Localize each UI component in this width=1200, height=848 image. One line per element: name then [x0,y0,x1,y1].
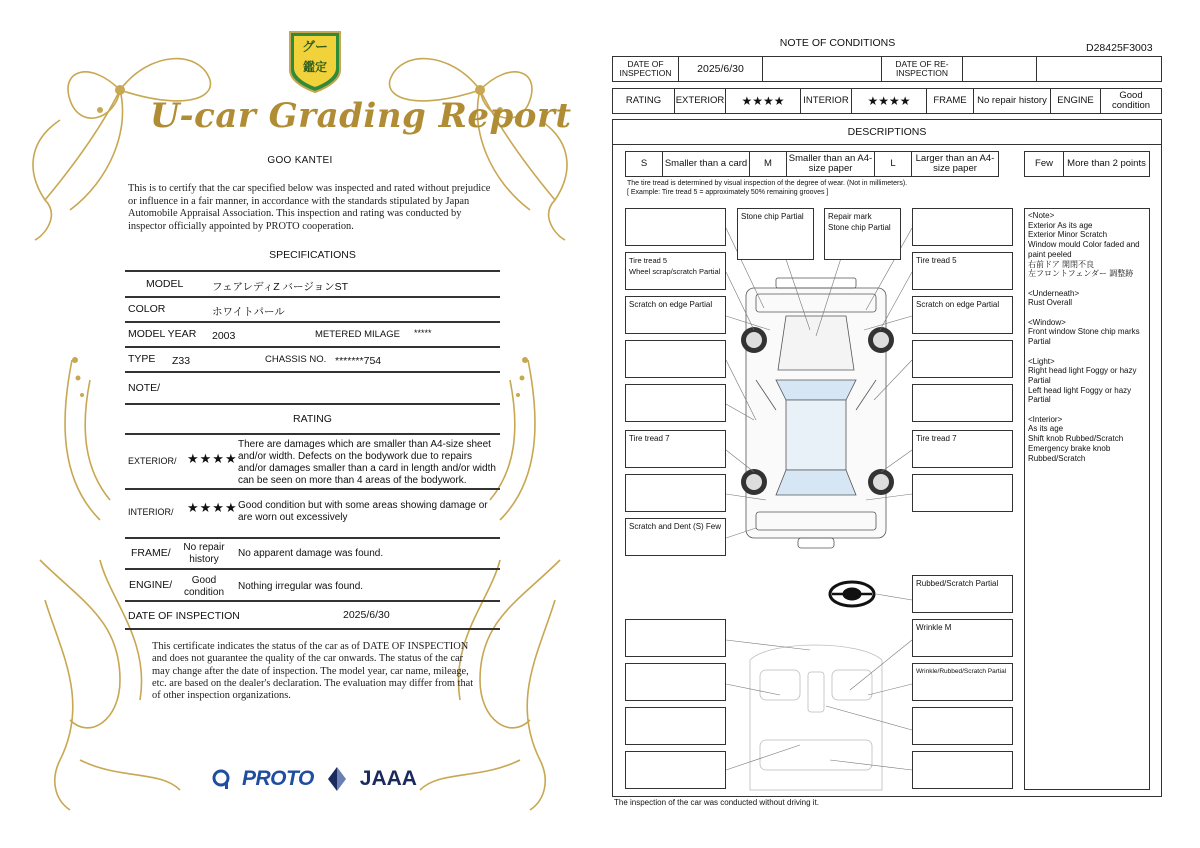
note-box-left-5 [625,384,726,422]
exterior-label: EXTERIOR [674,88,726,114]
date-value: 2025/6/30 [343,609,390,621]
condition-notes: <Note> Exterior As its age Exterior Minor Scratch Window mould Color faded and paint peeled 右前ドア 開閉不良 左フロントフェンダー 調整跡 <Underneath> Rust Overall <Window> Front window Stone chip marks Partial <Light> Right head light Foggy or hazy Partial Left head light Foggy or hazy Partial <Interior> As its age Shift knob Rubbed/Scratch Emergency brake knob Rubbed/Scratch [1024,208,1150,790]
note-box-right-6: Tire tread 7 [912,430,1013,468]
note-box-int-right-5 [912,751,1013,789]
engine-value: Good condition [183,575,225,598]
model-year-label: MODEL YEAR [128,328,197,340]
engine-description: Nothing irregular was found. [238,581,364,592]
legend-s-desc: Smaller than a card [662,151,750,177]
note-box-int-right-2: Wrinkle M [912,619,1013,657]
descriptions-heading: DESCRIPTIONS [612,119,1162,145]
interior-label: INTERIOR/ [128,507,174,517]
interior-label: INTERIOR [800,88,852,114]
legend-s: S [625,151,663,177]
model-label: MODEL [146,278,184,290]
jaaa-logo-icon [326,766,348,792]
note-box-left-8: Scratch and Dent (S) Few [625,518,726,556]
tire-note-2: [ Example: Tire tread 5 = approximately 50% remaining grooves ] [627,189,829,196]
type-label: TYPE [128,353,156,365]
note-box-int-left-4 [625,751,726,789]
frame-label: FRAME/ [131,547,171,559]
proto-logo-text: PROTO [242,767,314,790]
badge-text-top: グー [301,39,328,54]
exterior-stars: ★★★★ [187,451,238,466]
model-year-value: 2003 [212,330,236,342]
note-box-left-3: Scratch on edge Partial [625,296,726,334]
interior-stars: ★★★★ [187,500,238,515]
frame-label: FRAME [926,88,974,114]
frame-value: No repair history [183,542,225,565]
date-of-inspection-label: DATE OF INSPECTION [612,56,679,82]
metered-milage-value: ***** [414,328,432,338]
chassis-label: CHASSIS NO. [265,354,327,365]
interior-stars: ★★★★ [851,88,927,114]
note-box-int-right-1: Rubbed/Scratch Partial [912,575,1013,613]
note-box-left-4 [625,340,726,378]
note-box-int-left-3 [625,707,726,745]
note-box-int-left-1 [625,619,726,657]
legend-m: M [749,151,787,177]
date-label: DATE OF INSPECTION [128,610,240,622]
note-box-top-mid-2: Repair mark Stone chip Partial [824,208,901,260]
note-box-int-right-4 [912,707,1013,745]
chassis-value: *******754 [335,355,382,367]
color-label: COLOR [128,303,166,315]
legend-m-desc: Smaller than an A4-size paper [786,151,875,177]
legend-few-desc: More than 2 points [1063,151,1150,177]
note-box-left-1 [625,208,726,246]
note-box-left-7 [625,474,726,512]
jaaa-logo-text: JAAA [359,767,417,790]
note-box-right-3: Scratch on edge Partial [912,296,1013,334]
note-label: NOTE/ [128,382,161,394]
date-of-reinspection-label: DATE OF RE-INSPECTION [881,56,963,82]
conditions-title: NOTE OF CONDITIONS [779,37,896,49]
conditions-footer: The inspection of the car was conducted without driving it. [614,798,819,807]
interior-description: Good condition but with some areas showing damage or are worn out excessively [238,500,488,523]
rating-heading: RATING [293,413,332,425]
exterior-label: EXTERIOR/ [128,456,177,466]
note-box-top-mid-1: Stone chip Partial [737,208,814,260]
note-box-left-2: Tire tread 5 Wheel scrap/scratch Partial [625,252,726,290]
date-of-inspection-value: 2025/6/30 [678,56,763,82]
steering-wheel-icon [830,582,874,606]
specifications-heading: SPECIFICATIONS [269,249,356,261]
tire-note-1: The tire tread is determined by visual inspection of the degree of wear. (Not in millimeters). [627,180,908,187]
note-box-left-6: Tire tread 7 [625,430,726,468]
note-box-right-5 [912,384,1013,422]
note-box-right-7 [912,474,1013,512]
metered-milage-label: METERED MILAGE [315,329,400,340]
engine-label: ENGINE/ [129,579,173,591]
legend-l-desc: Larger than an A4-size paper [911,151,999,177]
note-box-int-left-2 [625,663,726,701]
logos [212,766,417,792]
certificate-footer-text: This certificate indicates the status of the car as of DATE OF INSPECTION and does not guarantee the quality of the car onwards. The status of the car may change after the date of inspection. The model year, car name, mileage, etc. are based on the dealer's declaration. The evaluation may differ from that of other inspection organizations. [152,641,474,702]
engine-value: Good condition [1100,88,1162,114]
report-subtitle: GOO KANTEI [267,155,333,166]
note-box-right-1 [912,208,1013,246]
report-title: U-car Grading Report [150,96,572,136]
note-box-right-2: Tire tread 5 [912,252,1013,290]
rating-label: RATING [612,88,675,114]
document-id: D28425F3003 [1086,42,1153,54]
engine-label: ENGINE [1050,88,1101,114]
legend-few: Few [1024,151,1064,177]
color-value: ホワイトパール [212,306,285,318]
note-of-conditions-page [600,0,1200,848]
certification-text: This is to certify that the car specified below was inspected and rated without prejudice or influence in a fair manner, in accordance with the standards stipulated by Japan Automobile Appraisal Association. This inspection and rating was conducted by inspector officially appointed by PROTO cooperation. [128,183,491,232]
note-box-right-4 [912,340,1013,378]
frame-value: No repair history [973,88,1051,114]
proto-logo-icon [212,768,230,790]
frame-description: No apparent damage was found. [238,548,384,559]
exterior-stars: ★★★★ [725,88,801,114]
badge-text-main: 鑑定 [302,60,327,74]
exterior-description: There are damages which are smaller than A4-size sheet and/or width. Defects on the bodywork due to repairs and/or damages smaller than a card in length and/or width can be seen on more than 4 areas of the bodywork. [238,439,496,486]
note-box-int-right-3: Wrinkle/Rubbed/Scratch Partial [912,663,1013,701]
model-value: フェアレディZ バージョンST [212,281,349,293]
legend-l: L [874,151,912,177]
type-value: Z33 [172,355,191,367]
